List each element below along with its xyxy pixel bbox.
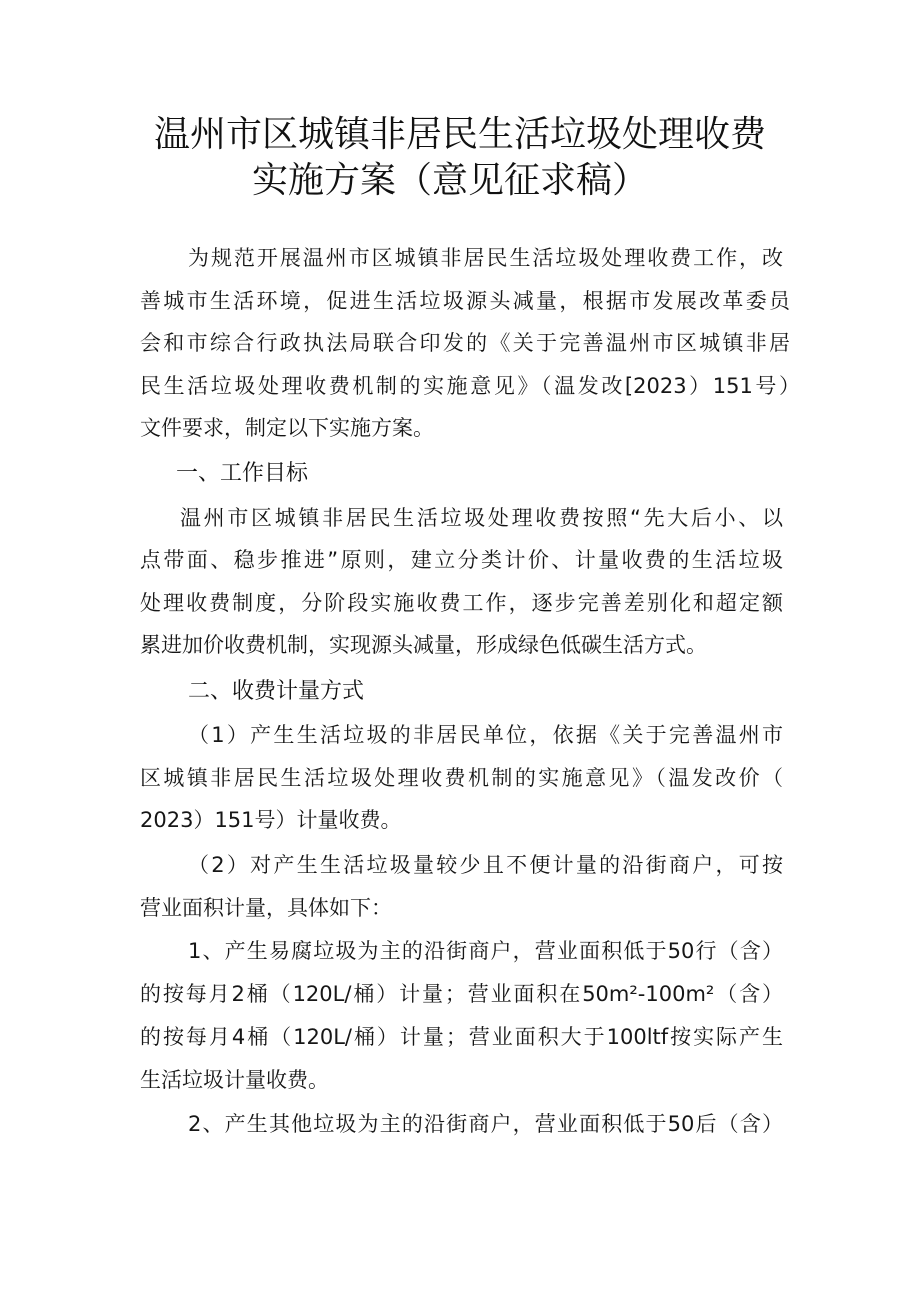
paragraph-line: （1）产生生活垃圾的非居民单位，依据《关于完善温州市	[188, 723, 783, 747]
paragraph-line: 生活垃圾计量收费。	[140, 1068, 329, 1092]
paragraph-line: （2）对产生生活垃圾量较少且不便计量的沿街商户，可按	[188, 853, 783, 877]
section-heading: 一、工作目标	[176, 461, 309, 486]
paragraph-line: 文件要求，制定以下实施方案。	[140, 416, 434, 440]
document-title-line1: 温州市区城镇非居民生活垃圾处理收费	[153, 114, 766, 155]
paragraph-line: 处理收费制度，分阶段实施收费工作，逐步完善差别化和超定额	[140, 591, 783, 615]
paragraph-line: 温州市区城镇非居民生活垃圾处理收费按照“先大后小、以	[180, 506, 783, 530]
document-title-line2: 实施方案（意见征求稿）	[251, 160, 648, 201]
paragraph-line: 的按每月2桶（120L/桶）计量；营业面积在50m²-100m²（含）	[140, 982, 783, 1006]
paragraph-line: 的按每月4桶（120L/桶）计量；营业面积大于100ltf按实际产生	[140, 1025, 783, 1049]
paragraph-line: 营业面积计量，具体如下：	[140, 896, 392, 920]
paragraph-line: 会和市综合行政执法局联合印发的《关于完善温州市区城镇非居	[140, 331, 790, 355]
paragraph-line: 1、产生易腐垃圾为主的沿街商户，营业面积低于50行（含）	[188, 939, 783, 963]
paragraph-line: 善城市生活环境，促进生活垃圾源头减量，根据市发展改革委员	[140, 289, 790, 313]
paragraph-line: 点带面、稳步推进”原则，建立分类计价、计量收费的生活垃圾	[140, 548, 783, 572]
paragraph-line: 累进加价收费机制，实现源头减量，形成绿色低碳生活方式。	[140, 633, 707, 657]
section-heading: 二、收费计量方式	[188, 679, 365, 704]
paragraph-line: 2、产生其他垃圾为主的沿街商户，营业面积低于50后（含）	[188, 1112, 783, 1136]
paragraph-line: 为规范开展温州市区城镇非居民生活垃圾处理收费工作，改	[188, 246, 783, 270]
paragraph-line: 区城镇非居民生活垃圾处理收费机制的实施意见》（温发改价（	[140, 766, 783, 790]
paragraph-line: 民生活垃圾处理收费机制的实施意见》（温发改[2023）151号）	[140, 374, 800, 398]
paragraph-line: 2023）151号）计量收费。	[140, 808, 402, 832]
